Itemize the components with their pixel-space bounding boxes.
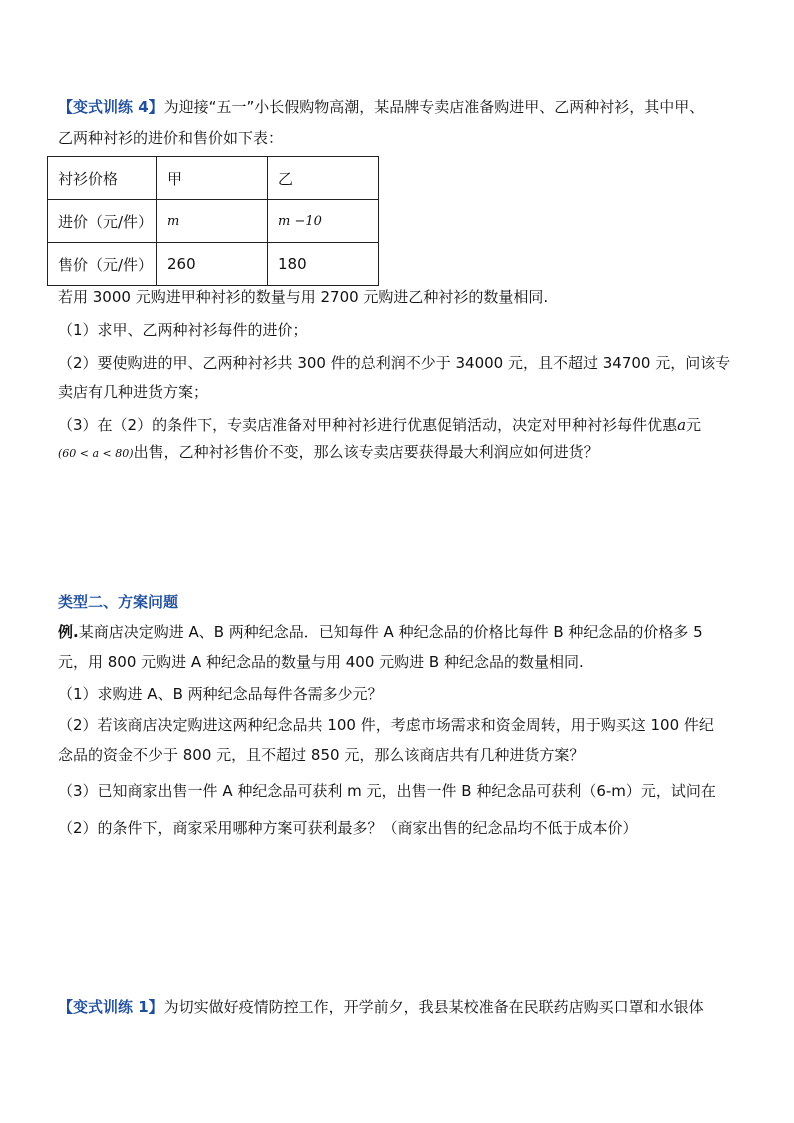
example-question-2-line2: 念品的资金不少于 800 元，且不超过 850 元，那么该商店共有几种进货方案？ (58, 746, 585, 764)
table-cell: 乙 (268, 157, 379, 200)
question-3-rest: 出售，乙种衬衫售价不变，那么该专卖店要获得最大利润应如何进货？ (133, 443, 599, 461)
example-question-1: （1）求购进 A、B 两种纪念品每件各需多少元？ (58, 685, 383, 703)
example-line1 (58, 622, 703, 642)
intro-text: 为切实做好疫情防控工作，开学前夕，我县某校准备在民联药店购买口罩和水银体 (163, 998, 704, 1016)
section-heading: 类型二、方案问题 (58, 593, 179, 611)
variable-a: a (677, 416, 687, 434)
example-label: 例. (58, 623, 79, 641)
example-question-2-line1: （2）若该商店决定购进这两种纪念品共 100 件，考虑市场需求和资金周转，用于购买这 100 件纪 (58, 716, 714, 734)
exercise-1-intro-line1 (58, 997, 704, 1017)
table-row (48, 157, 379, 200)
table-cell: 180 (268, 243, 379, 286)
exercise-4-tag: 【变式训练 4】 (58, 98, 164, 116)
example-line2: 元，用 800 元购进 A 种纪念品的数量与用 400 元购进 B 种纪念品的数量相同. (58, 653, 584, 671)
table-row (48, 200, 379, 243)
table-cell: 甲 (157, 157, 268, 200)
example-question-3-line1: （3）已知商家出售一件 A 种纪念品可获利 m 元，出售一件 B 种纪念品可获利（6-m）元，试问在 (58, 782, 716, 800)
table-row (48, 243, 379, 286)
shirt-price-table (47, 156, 379, 286)
example-text: 某商店决定购进 A、B 两种纪念品．已知每件 A 种纪念品的价格比每件 B 种纪念品的价格多 5 (78, 623, 703, 641)
table-cell: 衬衫价格 (48, 157, 157, 200)
question-3-line2 (58, 442, 599, 464)
intro-text: 为迎接“五一”小长假购物高潮，某品牌专卖店准备购进甲、乙两种衬衫，其中甲、 (163, 98, 705, 116)
range-condition: (60 < a < 80) (58, 447, 134, 460)
question-2-line1: （2）要使购进的甲、乙两种衬衫共 300 件的总利润不少于 34000 元，且不超过 34700 元，问该专 (58, 354, 731, 372)
question-1: （1）求甲、乙两种衬衫每件的进价； (58, 321, 308, 339)
exercise-4-intro-line1 (58, 97, 704, 117)
exercise-1-tag: 【变式训练 1】 (58, 998, 164, 1016)
unit-text: 元 (686, 416, 702, 434)
table-cell: 售价（元/件） (48, 243, 157, 286)
question-3-line1 (58, 415, 701, 435)
table-cell: 260 (157, 243, 268, 286)
question-3-text: （3）在（2）的条件下，专卖店准备对甲种衬衫进行优惠促销活动，决定对甲种衬衫每件优惠 (58, 416, 678, 434)
question-2-line2: 卖店有几种进货方案； (58, 383, 209, 401)
table-cell: 进价（元/件） (48, 200, 157, 243)
exercise-4-intro-line2: 乙两种衬衫的进价和售价如下表： (58, 129, 284, 147)
table-cell: m (157, 200, 268, 243)
table-cell: m −10 (268, 200, 379, 243)
example-question-3-line2: （2）的条件下，商家采用哪种方案可获利最多？（商家出售的纪念品均不低于成本价） (58, 819, 638, 837)
condition-line: 若用 3000 元购进甲种衬衫的数量与用 2700 元购进乙种衬衫的数量相同. (58, 288, 549, 306)
